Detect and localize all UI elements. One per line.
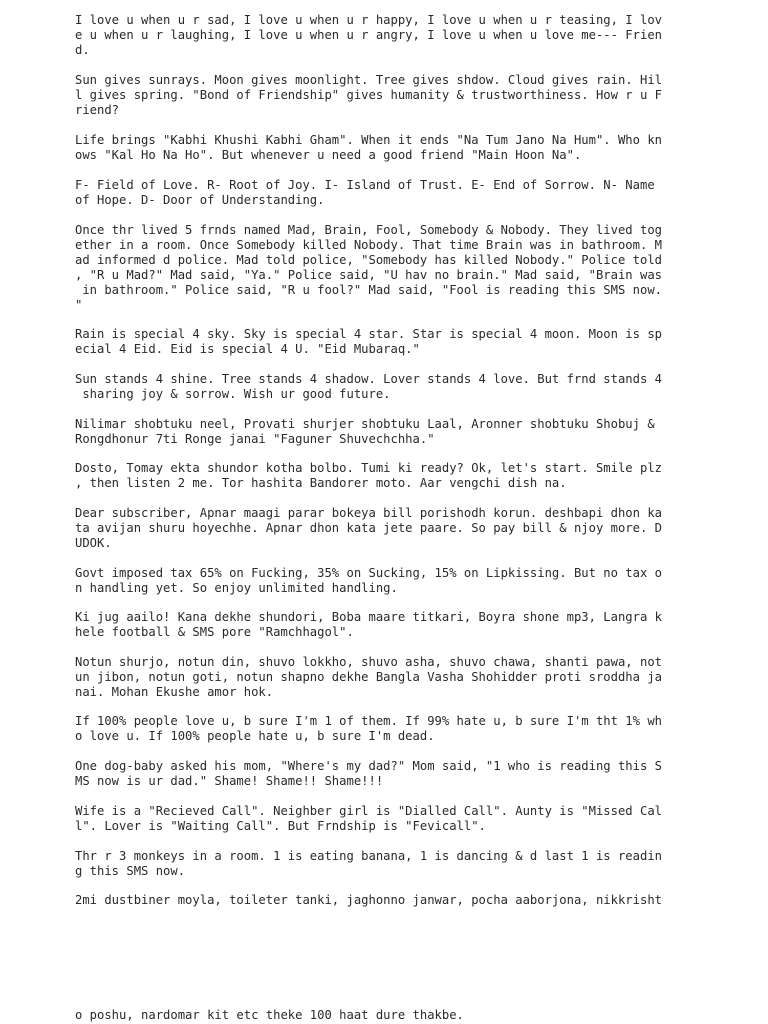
sms-paragraph-1: I love u when u r sad, I love u when u r happy, I love u when u r teasing, I lov e u when u r laughing, I love u when u r angry, I love u when u love me--- Frien d. — [75, 13, 662, 57]
sms-paragraph-16: Wife is a "Recieved Call". Neighber girl is "Dialled Call". Aunty is "Missed Cal l". Lover is "Waiting Call". But Frndship is "Fevicall". — [75, 804, 662, 833]
sms-paragraph-15: One dog-baby asked his mom, "Where's my dad?" Mom said, "1 who is reading this S MS now is ur dad." Shame! Shame!! Shame!!! — [75, 759, 662, 788]
sms-paragraph-3: Life brings "Kabhi Khushi Kabhi Gham". When it ends "Na Tum Jano Na Hum". Who kn ows "Kal Ho Na Ho". But whenever u need a good friend "Main Hoon Na". — [75, 133, 662, 162]
sms-paragraph-14: If 100% people love u, b sure I'm 1 of them. If 99% hate u, b sure I'm tht 1% wh o love u. If 100% people hate u, b sure I'm dead. — [75, 714, 662, 743]
sms-paragraph-13: Notun shurjo, notun din, shuvo lokkho, shuvo asha, shuvo chawa, shanti pawa, not un jibon, notun goti, notun shapno dekhe Bangla Vasha Shohidder proti sroddha ja nai. Mohan Ekushe amor hok. — [75, 655, 662, 699]
sms-paragraph-5: Once thr lived 5 frnds named Mad, Brain, Fool, Somebody & Nobody. They lived tog ether in a room. Once Somebody killed Nobody. That time Brain was in bathroom. M ad informed d police. Mad told police, "Somebody has killed Nobody." Police told , "R u Mad?" Mad said, "Ya." Police said, "U hav no brain." Mad said, "Brain was in bathroom." Police said, "R u fool?" Mad said, "Fool is reading this SMS now. " — [75, 223, 662, 312]
sms-paragraph-8: Nilimar shobtuku neel, Provati shurjer shobtuku Laal, Aronner shobtuku Shobuj & Rongdhonur 7ti Ronge janai "Faguner Shuvechchha." — [75, 417, 655, 446]
sms-paragraph-4: F- Field of Love. R- Root of Joy. I- Island of Trust. E- End of Sorrow. N- Name of Hope. D- Door of Understanding. — [75, 178, 655, 207]
sms-paragraph-18: 2mi dustbiner moyla, toileter tanki, jaghonno janwar, pocha aaborjona, nikkrisht — [75, 893, 662, 907]
sms-paragraph-7: Sun stands 4 shine. Tree stands 4 shadow. Lover stands 4 love. But frnd stands 4 sharing joy & sorrow. Wish ur good future. — [75, 372, 662, 401]
sms-paragraph-10: Dear subscriber, Apnar maagi parar bokeya bill porishodh korun. deshbapi dhon ka ta avijan shuru hoyechhe. Apnar dhon kata jete paare. So pay bill & njoy more. D UDOK. — [75, 506, 662, 550]
sms-paragraph-17: Thr r 3 monkeys in a room. 1 is eating banana, 1 is dancing & d last 1 is readin g this SMS now. — [75, 849, 662, 878]
sms-paragraph-2: Sun gives sunrays. Moon gives moonlight. Tree gives shdow. Cloud gives rain. Hil l gives spring. "Bond of Friendship" gives humanity & trustworthiness. How r u F riend? — [75, 73, 662, 117]
sms-paragraph-9: Dosto, Tomay ekta shundor kotha bolbo. Tumi ki ready? Ok, let's start. Smile plz , then listen 2 me. Tor hashita Bandorer moto. Aar vengchi dish na. — [75, 461, 662, 490]
sms-paragraph-11: Govt imposed tax 65% on Fucking, 35% on Sucking, 15% on Lipkissing. But no tax o n handling yet. So enjoy unlimited handling. — [75, 566, 662, 595]
sms-paragraph-18-continued: o poshu, nardomar kit etc theke 100 haat dure thakbe. — [75, 1008, 464, 1022]
sms-paragraph-12: Ki jug aailo! Kana dekhe shundori, Boba maare titkari, Boyra shone mp3, Langra k hele football & SMS pore "Ramchhagol". — [75, 610, 662, 639]
sms-paragraph-6: Rain is special 4 sky. Sky is special 4 star. Star is special 4 moon. Moon is sp ecial 4 Eid. Eid is special 4 U. "Eid Mubaraq." — [75, 327, 662, 356]
